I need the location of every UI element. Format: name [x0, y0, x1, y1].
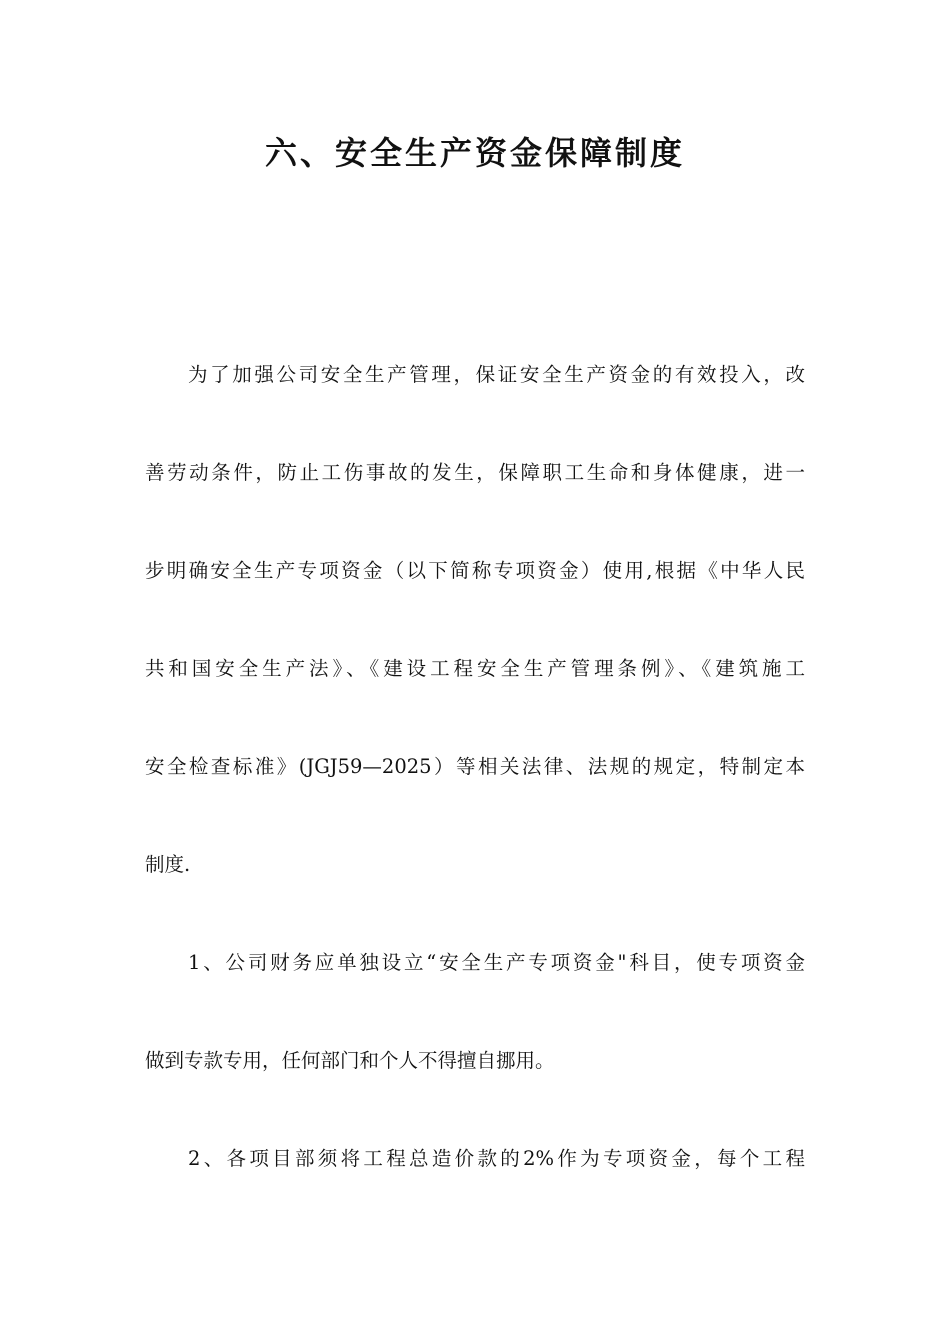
paragraph-item-1: [145, 914, 805, 1110]
text-line: 善劳动条件，防止工伤事故的发生，保障职工生命和身体健康，进一: [145, 461, 805, 484]
document-body: [145, 326, 805, 1208]
text-line: 制度.: [145, 853, 191, 876]
paragraph-item-2: [145, 1110, 805, 1208]
paragraph-intro: [145, 326, 805, 914]
text-line: 做到专款专用，任何部门和个人不得擅自挪用。: [145, 1049, 555, 1072]
text-line: 为了加强公司安全生产管理，保证安全生产资金的有效投入，改: [188, 363, 805, 386]
text-line: 2、各项目部须将工程总造价款的2%作为专项资金，每个工程: [188, 1147, 805, 1170]
text-line: 1、公司财务应单独设立“安全生产专项资金"科目，使专项资金: [188, 951, 805, 974]
text-line: 安全检查标准》(JGJ59—2025）等相关法律、法规的规定，特制定本: [145, 755, 805, 778]
text-line: 步明确安全生产专项资金（以下简称专项资金）使用,根据《中华人民: [145, 559, 805, 582]
document-title: 六、安全生产资金保障制度: [264, 134, 685, 172]
text-line: 共和国安全生产法》、《建设工程安全生产管理条例》、《建筑施工: [145, 657, 805, 680]
